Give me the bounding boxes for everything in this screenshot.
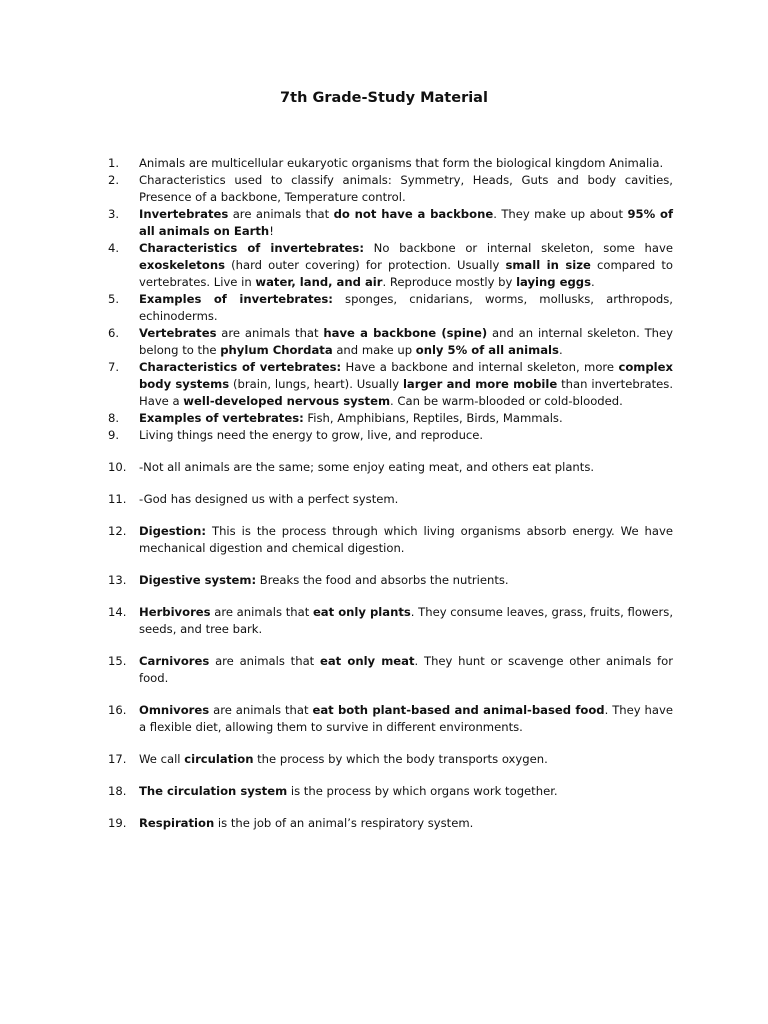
text-segment: the process by which the body transports oxygen.: [253, 752, 548, 766]
text-segment: Characteristics used to classify animals: Symmetry, Heads, Guts and body cavities, Presence of a backbone, Temperature control.: [139, 173, 673, 204]
bold-text: Examples of vertebrates:: [139, 411, 304, 425]
bold-text: have a backbone (spine): [323, 326, 488, 340]
list-item-number: 19.: [108, 816, 127, 830]
list-item-text: [139, 427, 673, 444]
text-segment: Living things need the energy to grow, live, and reproduce.: [139, 428, 484, 442]
list-item-text: [139, 653, 673, 687]
bold-text: Invertebrates: [139, 207, 229, 221]
text-segment: !: [269, 224, 274, 238]
list-item: [108, 572, 673, 589]
text-segment: -God has designed us with a perfect system.: [139, 492, 399, 506]
text-segment: sponges, cnidarians, worms, mollusks, arthropods, echinoderms.: [139, 292, 673, 323]
text-segment: . They consume leaves, grass, fruits, flowers, seeds, and tree bark.: [139, 605, 674, 636]
text-segment: .: [591, 275, 595, 289]
text-segment: are animals that: [228, 207, 334, 221]
list-item: [108, 240, 673, 291]
list-item: [108, 359, 673, 410]
bold-text: Herbivores: [139, 605, 211, 619]
list-item: [108, 427, 673, 444]
list-item: [108, 783, 673, 800]
study-list: [108, 155, 673, 847]
list-item-number: 6.: [108, 326, 120, 340]
list-item-text: [139, 291, 673, 325]
text-segment: and make up: [332, 343, 416, 357]
list-item-text: [139, 572, 673, 589]
list-item-number: 3.: [108, 207, 120, 221]
list-item-text: [139, 491, 673, 508]
bold-text: Examples of invertebrates:: [139, 292, 333, 306]
list-item-text: [139, 815, 673, 832]
bold-text: eat only plants: [312, 605, 411, 619]
text-segment: . Can be warm-blooded or cold-blooded.: [390, 394, 623, 408]
bold-text: Omnivores: [139, 703, 210, 717]
list-item-number: 8.: [108, 411, 120, 425]
list-item-text: [139, 410, 673, 427]
text-segment: .: [558, 343, 563, 357]
text-segment: Fish, Amphibians, Reptiles, Birds, Mammals.: [303, 411, 563, 425]
bold-text: Digestion:: [139, 524, 207, 538]
text-segment: . They make up about: [493, 207, 628, 221]
list-item-text: [139, 172, 673, 206]
list-item: [108, 751, 673, 768]
bold-text: Vertebrates: [139, 326, 217, 340]
text-segment: are animals that: [210, 605, 313, 619]
text-segment: compared to vertebrates. Live in: [139, 258, 673, 289]
list-item-text: [139, 155, 673, 172]
list-item-text: [139, 523, 673, 557]
text-segment: are animals that: [209, 654, 320, 668]
bold-text: exoskeletons: [139, 258, 225, 272]
list-item-number: 1.: [108, 156, 120, 170]
bold-text: eat both plant-based and animal-based food: [312, 703, 605, 717]
list-item-number: 14.: [108, 605, 127, 619]
bold-text: complex body systems: [139, 360, 673, 391]
text-segment: . They hunt or scavenge other animals for food.: [139, 654, 673, 685]
list-item-number: 18.: [108, 784, 127, 798]
bold-text: 95% of all animals on Earth: [139, 207, 674, 238]
list-item: [108, 491, 673, 508]
list-item-number: 15.: [108, 654, 127, 668]
text-segment: -Not all animals are the same; some enjoy eating meat, and others eat plants.: [139, 460, 595, 474]
list-item-text: [139, 783, 673, 800]
text-segment: are animals that: [216, 326, 324, 340]
text-segment: No backbone or internal skeleton, some have: [363, 241, 673, 255]
bold-text: Carnivores: [139, 654, 210, 668]
list-item-text: [139, 702, 673, 736]
bold-text: water, land, and air: [255, 275, 383, 289]
list-item-number: 2.: [108, 173, 120, 187]
list-item-number: 16.: [108, 703, 127, 717]
list-item-text: [139, 604, 673, 638]
text-segment: This is the process through which living organisms absorb energy. We have mechanical digestion and chemical digestion.: [139, 524, 673, 555]
list-item-number: 7.: [108, 360, 120, 374]
list-item-text: [139, 325, 673, 359]
bold-text: only 5% of all animals: [415, 343, 559, 357]
text-segment: and an internal skeleton. They belong to the: [139, 326, 673, 357]
list-item: [108, 459, 673, 476]
bold-text: circulation: [184, 752, 254, 766]
list-item-text: [139, 359, 673, 410]
bold-text: laying eggs: [516, 275, 591, 289]
text-segment: Animals are multicellular eukaryotic organisms that form the biological kingdom Animalia.: [139, 156, 664, 170]
bold-text: well-developed nervous system: [183, 394, 391, 408]
list-item-number: 12.: [108, 524, 127, 538]
bold-text: phylum Chordata: [220, 343, 333, 357]
list-item-text: [139, 206, 673, 240]
list-item-number: 10.: [108, 460, 127, 474]
list-item-text: [139, 751, 673, 768]
bold-text: do not have a backbone: [333, 207, 494, 221]
text-segment: (hard outer covering) for protection. Usually: [224, 258, 506, 272]
list-item: [108, 155, 673, 172]
list-item-text: [139, 459, 673, 476]
list-item-text: [139, 240, 673, 291]
list-item: [108, 410, 673, 427]
list-item-number: 17.: [108, 752, 127, 766]
list-item: [108, 702, 673, 736]
bold-text: Respiration: [139, 816, 215, 830]
bold-text: The circulation system: [139, 784, 288, 798]
list-item-number: 13.: [108, 573, 127, 587]
bold-text: Digestive system:: [139, 573, 257, 587]
list-item: [108, 653, 673, 687]
text-segment: . They have a flexible diet, allowing them to survive in different environments.: [139, 703, 673, 734]
list-item-number: 5.: [108, 292, 120, 306]
text-segment: Breaks the food and absorbs the nutrients.: [256, 573, 509, 587]
list-item-number: 11.: [108, 492, 127, 506]
bold-text: Characteristics of vertebrates:: [139, 360, 342, 374]
list-item: [108, 325, 673, 359]
list-item: [108, 523, 673, 557]
bold-text: small in size: [505, 258, 591, 272]
bold-text: Characteristics of invertebrates:: [139, 241, 364, 255]
list-item: [108, 291, 673, 325]
text-segment: (brain, lungs, heart). Usually: [229, 377, 403, 391]
list-item: [108, 815, 673, 832]
text-segment: We call: [139, 752, 185, 766]
text-segment: are animals that: [209, 703, 313, 717]
page-title: 7th Grade-Study Material: [280, 90, 488, 106]
text-segment: is the process by which organs work together.: [287, 784, 558, 798]
bold-text: larger and more mobile: [402, 377, 558, 391]
text-segment: . Reproduce mostly by: [382, 275, 517, 289]
bold-text: eat only meat: [320, 654, 415, 668]
text-segment: Have a backbone and internal skeleton, more: [341, 360, 619, 374]
list-item: [108, 206, 673, 240]
list-item-number: 4.: [108, 241, 120, 255]
list-item-number: 9.: [108, 428, 120, 442]
list-item: [108, 604, 673, 638]
text-segment: is the job of an animal’s respiratory system.: [214, 816, 474, 830]
list-item: [108, 172, 673, 206]
text-segment: than invertebrates. Have a: [139, 377, 673, 408]
